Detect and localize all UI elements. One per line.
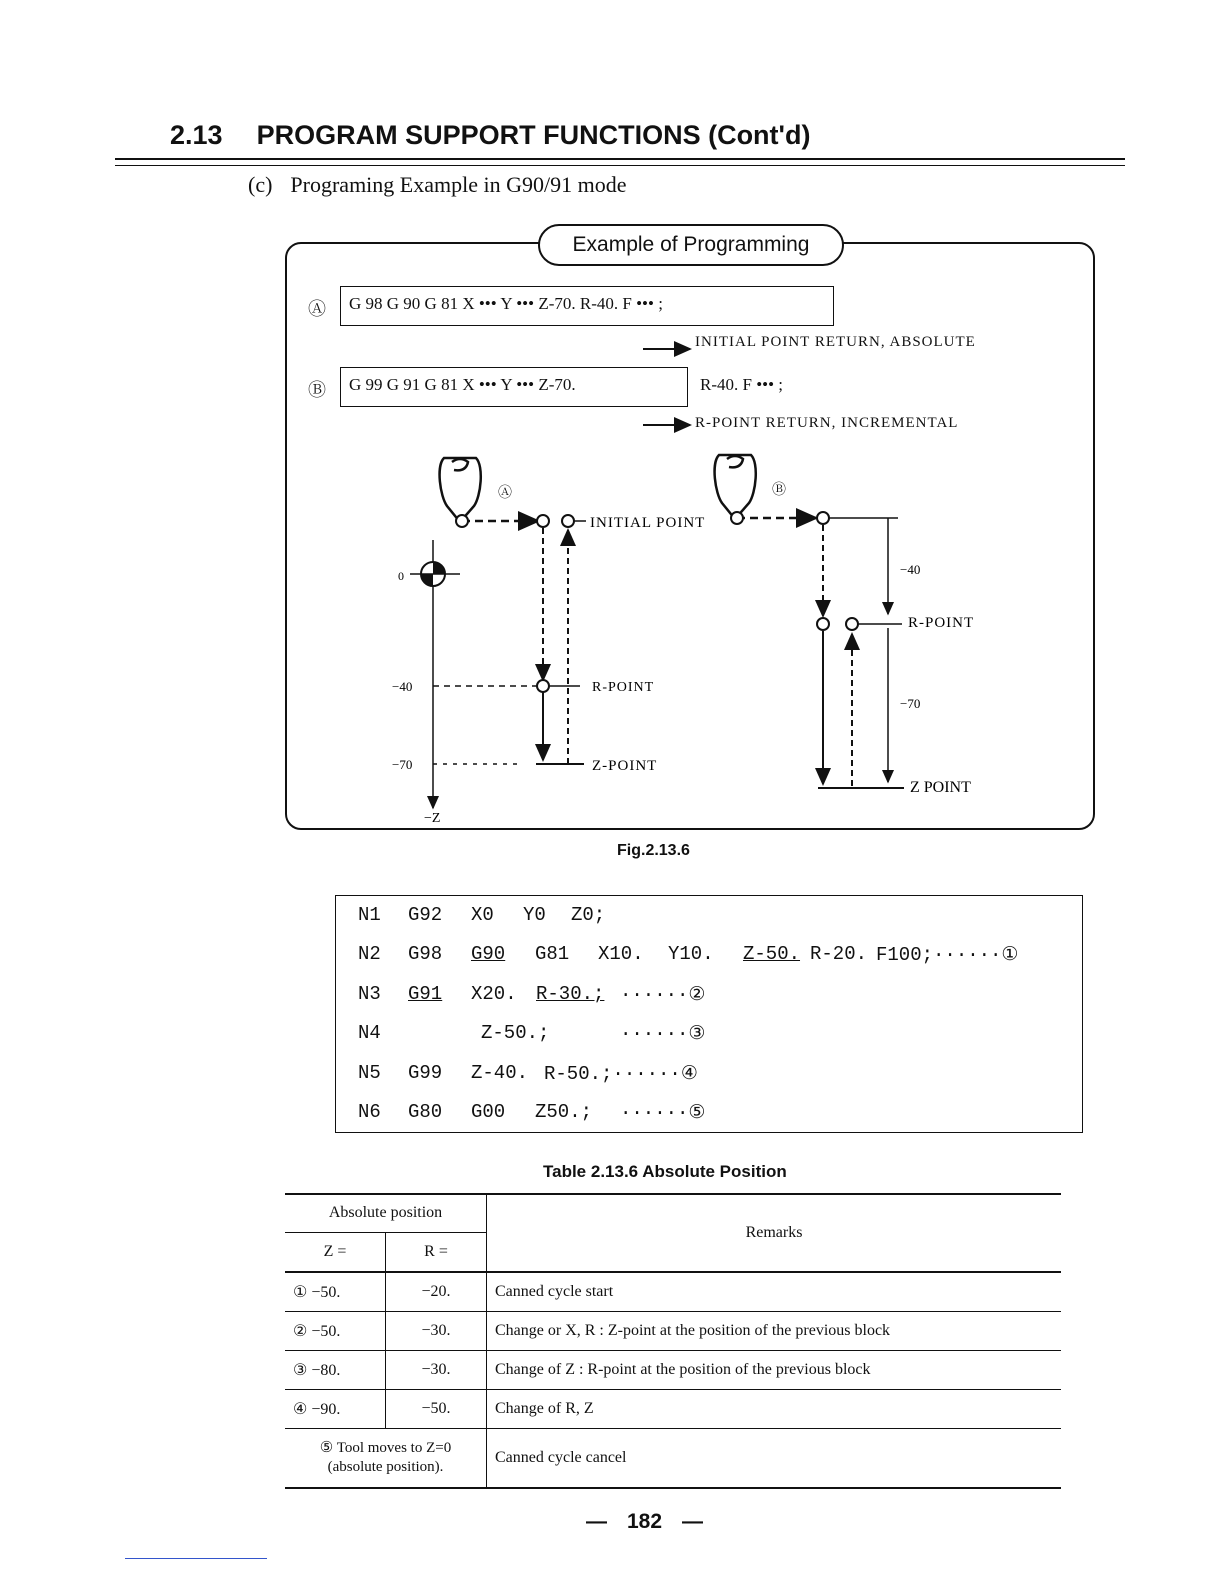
table-row: ② −50. −30. Change or X, R : Z-point at the position of the previous block (285, 1311, 1061, 1350)
z-point-label-left: Z-POINT (592, 758, 658, 774)
subsection-text: Programing Example in G90/91 mode (290, 172, 627, 197)
r-point-label-left: R-POINT (592, 680, 655, 695)
col-z: Z = (285, 1232, 386, 1272)
initial-point-label: INITIAL POINT (590, 515, 706, 531)
tag-b: Ⓑ (772, 483, 786, 498)
figure-caption: Fig.2.13.6 (617, 842, 690, 859)
r-level-label: −40 (392, 679, 413, 694)
table-row: ④ −90. −50. Change of R, Z (285, 1389, 1061, 1428)
row-b-tail: R-40. F ••• ; (700, 375, 784, 394)
section-title: PROGRAM SUPPORT FUNCTIONS (Cont'd) (256, 120, 811, 150)
dim-70: −70 (900, 696, 921, 711)
subsection-label: (c) (248, 172, 273, 197)
row-b-marker: Ⓑ (308, 380, 326, 400)
table-row: ① −50. −20. Canned cycle start (285, 1272, 1061, 1311)
col-group-absolute-position: Absolute position (285, 1194, 487, 1232)
footer-rule (125, 1558, 267, 1559)
col-r: R = (386, 1232, 487, 1272)
r-point-label-right: R-POINT (908, 615, 975, 631)
z-level-label: −70 (392, 757, 413, 772)
left-diagram (392, 458, 705, 826)
row-b-code: G 99 G 91 G 81 X ••• Y ••• Z-70. (340, 367, 688, 407)
col-remarks: Remarks (487, 1194, 1062, 1272)
right-diagram (715, 455, 975, 796)
page-number: — 182 — (586, 1510, 704, 1533)
z-point-label-right: Z POINT (910, 779, 971, 796)
dim-40: −40 (900, 562, 921, 577)
row-a-marker: Ⓐ (308, 299, 326, 319)
section-number: 2.13 (170, 120, 223, 150)
tag-a: Ⓐ (498, 486, 512, 501)
program-listing: N1 G92 X0 Y0 Z0; N2 G98 G90 G81 X10. Y10. Z-50. R-20. F100;······① N3 G91 X20. R-30.; ······② N4 Z-50.; ······③ N5 G99 Z-40. R-50.;······④ N6 G80 G00 Z50.; ······⑤ (335, 895, 1083, 1133)
row-a-code: G 98 G 90 G 81 X ••• Y ••• Z-70. R-40. F ••• ; (340, 286, 834, 326)
tool-icon-b (715, 455, 756, 519)
table-row: ③ −80. −30. Change of Z : R-point at the position of the previous block (285, 1350, 1061, 1389)
figure-title: Example of Programming (538, 224, 844, 266)
table-caption: Table 2.13.6 Absolute Position (543, 1162, 787, 1181)
absolute-position-table (285, 1193, 1061, 1489)
axis-label: −Z (424, 811, 441, 826)
table-row: ⑤ Tool moves to Z=0 (absolute position). Canned cycle cancel (285, 1428, 1061, 1488)
row-a-note: INITIAL POINT RETURN, ABSOLUTE (695, 334, 976, 350)
row-b-note: R-POINT RETURN, INCREMENTAL (695, 415, 959, 431)
zero-label: 0 (398, 569, 404, 583)
tool-icon-a (440, 458, 481, 522)
